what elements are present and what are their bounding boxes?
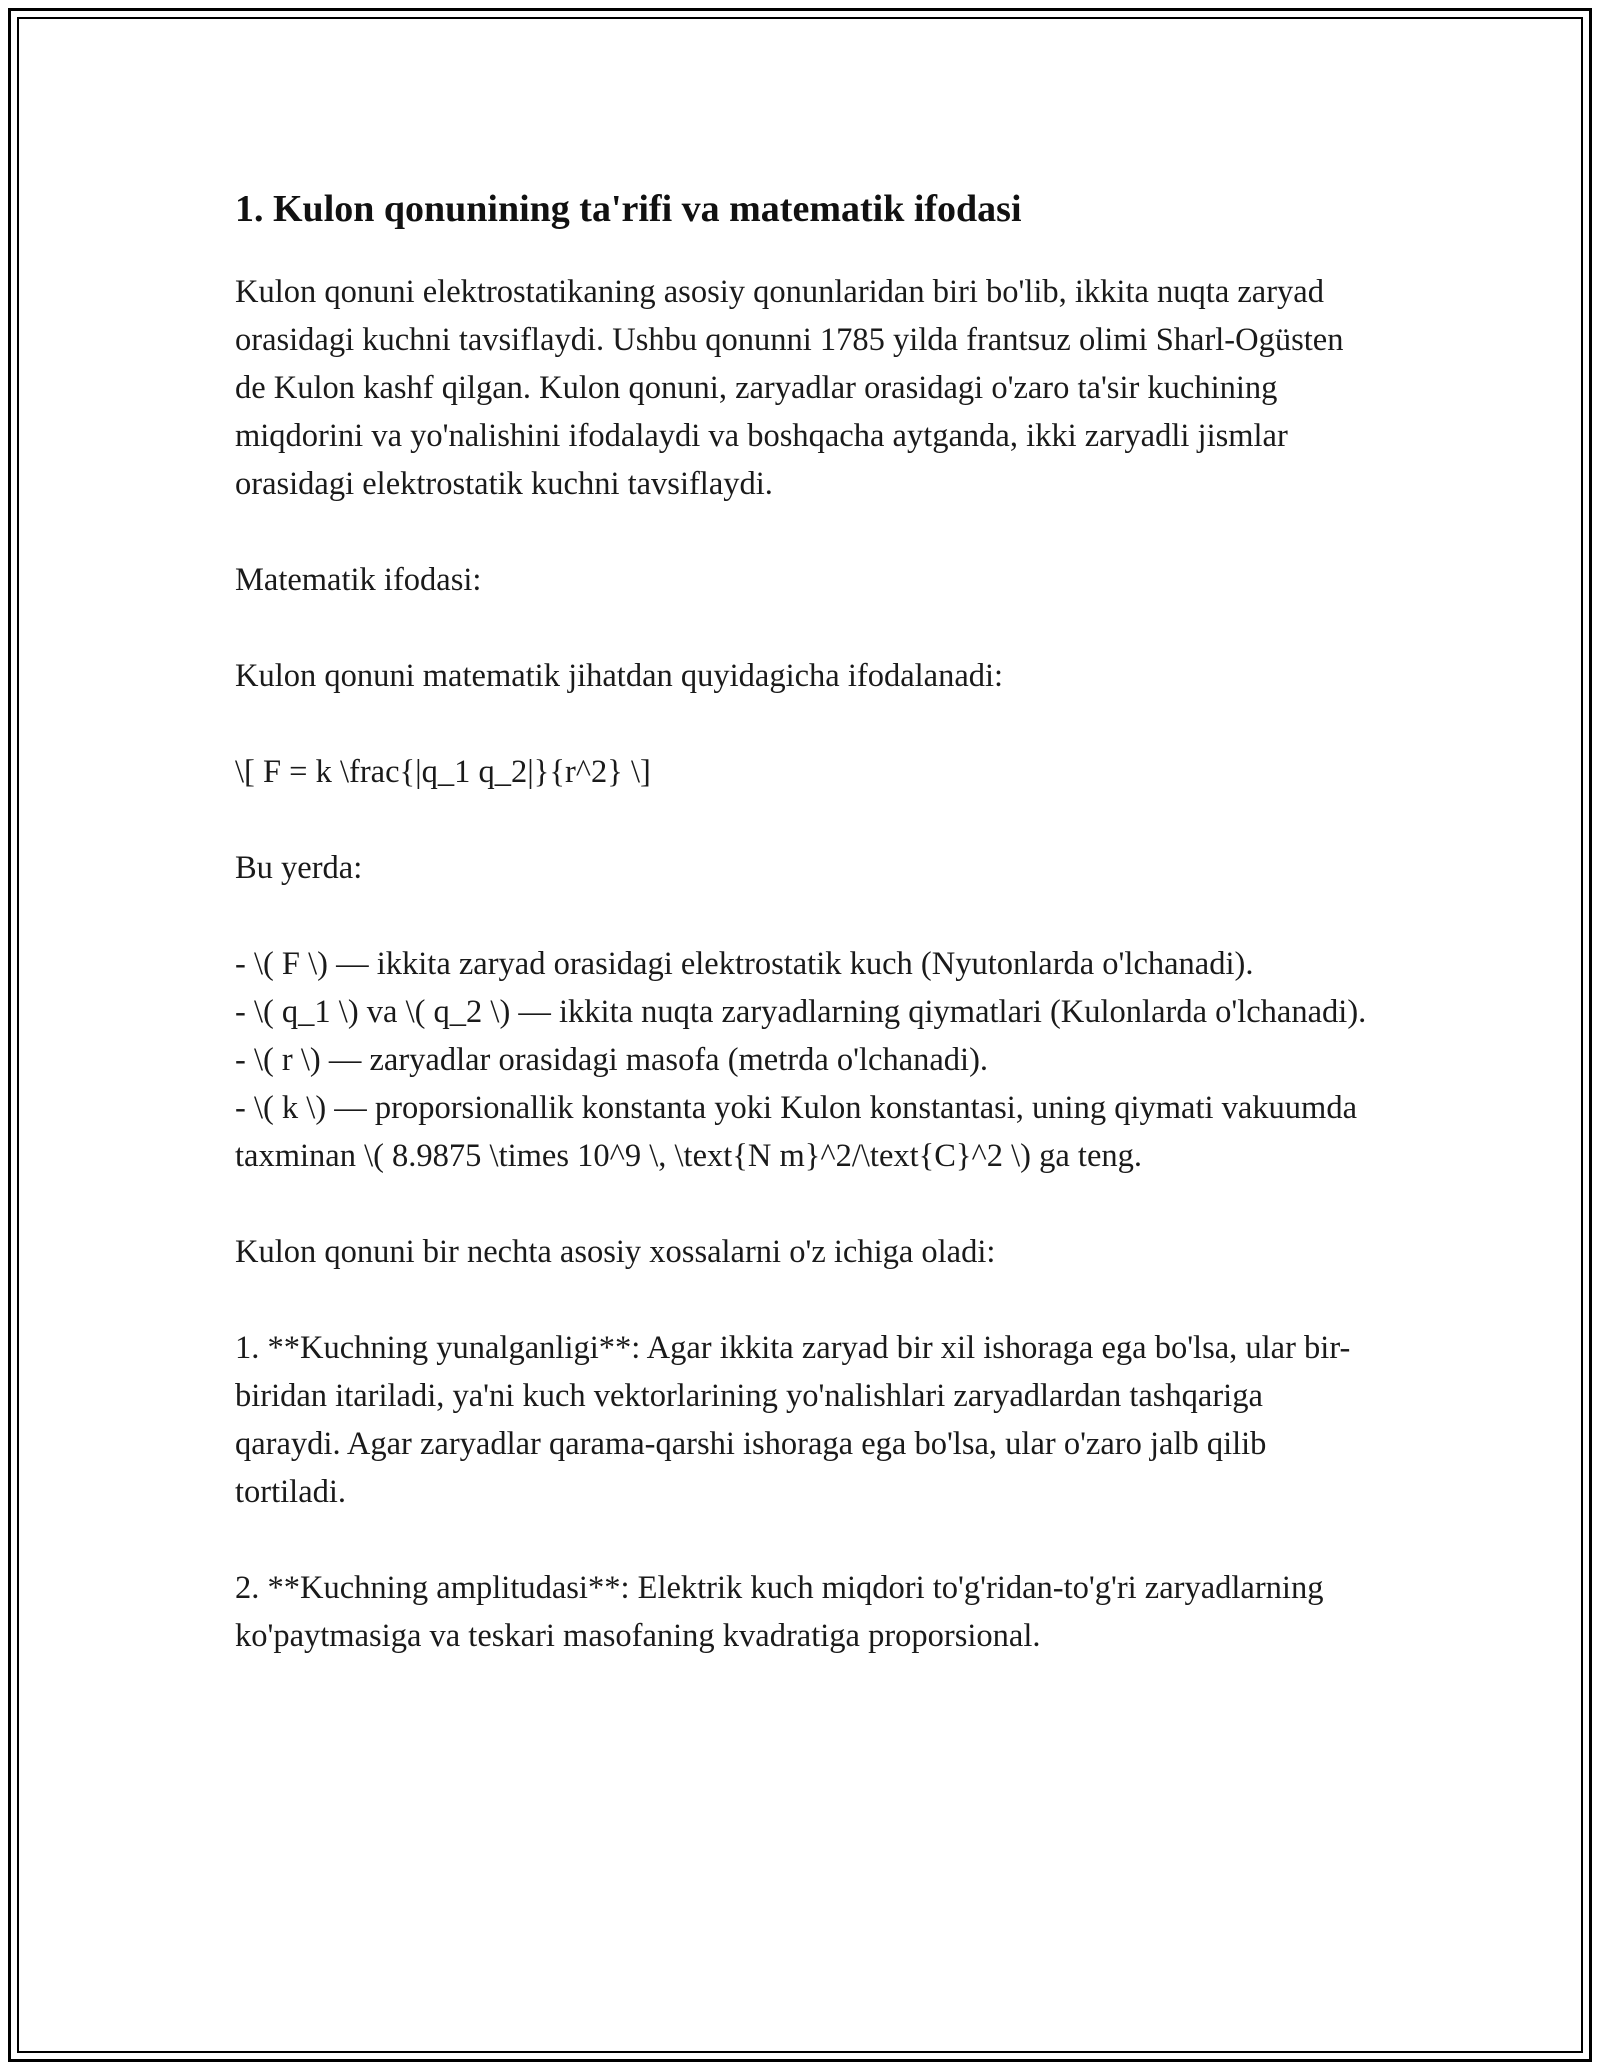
definition-item: - \( k \) — proporsionallik konstanta yoki Kulon konstantasi, uning qiymati vakuumda taxminan \( 8.9875 \times 10^9 \, \text{N m}^2/\text{C}^2 \) ga teng. (235, 1090, 1358, 1175)
math-intro: Kulon qonuni matematik jihatdan quyidagicha ifodalanadi: (235, 658, 1004, 695)
definition-item: - \( F \) — ikkita zaryad orasidagi elektrostatik kuch (Nyutonlarda o'lchanadi). (235, 946, 1254, 983)
property-item: 1. **Kuchning yunalganligi**: Agar ikkita zaryad bir xil ishoraga ega bo'lsa, ular bir-biridan itariladi, ya'ni kuch vektorlarining yo'nalishlari zaryadlardan tashqariga qaraydi. Agar zaryadlar qarama-qarshi ishoraga ega bo'lsa, ular o'zaro jalb qilib tortiladi. (235, 1330, 1351, 1511)
formula: \[ F = k \frac{|q_1 q_2|}{r^2} \] (235, 754, 651, 791)
math-heading: Matematik ifodasi: (235, 562, 482, 599)
intro-paragraph: Kulon qonuni elektrostatikaning asosiy qonunlaridan biri bo'lib, ikkita nuqta zaryad orasidagi kuchni tavsiflaydi. Ushbu qonunni 1785 yilda frantsuz olimi Sharl-Ogüsten de Kulon kashf qilgan. Kulon qonuni, zaryadlar orasidagi o'zaro ta'sir kuchining miqdorini va yo'nalishini ifodalaydi va boshqacha aytganda, ikki zaryadli jismlar orasidagi elektrostatik kuchni tavsiflaydi. (235, 274, 1344, 503)
property-item: 2. **Kuchning amplitudasi**: Elektrik kuch miqdori to'g'ridan-to'g'ri zaryadlarning ko'paytmasiga va teskari masofaning kvadratiga proporsional. (235, 1570, 1324, 1655)
definition-item: - \( r \) — zaryadlar orasidagi masofa (metrda o'lchanadi). (235, 1042, 989, 1079)
where-label: Bu yerda: (235, 850, 363, 887)
properties-intro: Kulon qonuni bir nechta asosiy xossalarni o'z ichiga oladi: (235, 1234, 996, 1271)
document-body (235, 185, 1375, 1708)
section-heading: 1. Kulon qonunining ta'rifi va matematik ifodasi (235, 188, 1022, 230)
definition-item: - \( q_1 \) va \( q_2 \) — ikkita nuqta zaryadlarning qiymatlari (Kulonlarda o'lchanadi). (235, 994, 1367, 1031)
definitions-list (235, 940, 1375, 1180)
